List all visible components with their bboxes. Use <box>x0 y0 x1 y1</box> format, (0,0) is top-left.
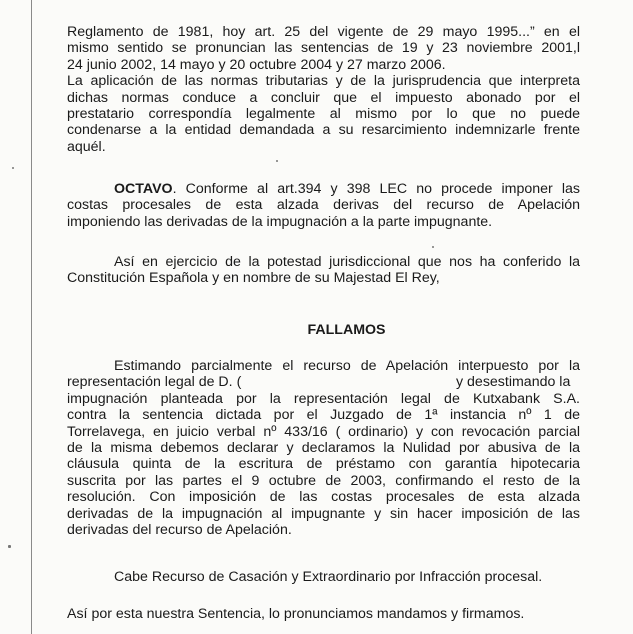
text-line: contra la sentencia dictada por el Juzgado de 1ª instancia nº 1 de <box>67 407 580 424</box>
text-line: derivadas del recurso de Apelación. <box>67 522 292 539</box>
text-line: 24 junio 2002, 14 mayo y 20 octubre 2004 y 27 marzo 2006. <box>67 56 446 73</box>
page-margin-line <box>31 0 32 634</box>
text-line <box>67 181 580 197</box>
text-line: costas procesales de esta alzada derivas del recurso de Apelación <box>67 197 580 214</box>
heading-fallamos: FALLAMOS <box>307 322 386 338</box>
text-line: Estimando parcialmente el recurso de Apelación interpuesto por la <box>114 358 580 374</box>
text-line: Así en ejercicio de la potestad jurisdiccional que nos ha conferido la <box>114 254 580 270</box>
paragraph-recurso <box>67 569 580 585</box>
scan-speckle <box>276 160 278 162</box>
text-line: prestatario correspondía legalmente al mismo por lo que no puede <box>67 106 580 123</box>
text-line: de la misma debemos declarar y declaramos la Nulidad por abusiva de la <box>67 440 580 457</box>
text-fragment: y desestimando la <box>456 374 571 391</box>
text-line <box>67 374 580 390</box>
text-line: derivadas de la impugnación al impugnante y sin hacer imposición de las <box>67 505 580 522</box>
paragraph-octavo <box>67 181 580 230</box>
text-line: mismo sentido se pronuncian las sentencias de 19 y 23 noviembre 2001,l <box>67 40 580 57</box>
text-fragment: . Conforme al art.394 y 398 LEC no procede imponer las <box>172 181 580 197</box>
text-line: suscrita por las partes el 9 octubre de 2003, confirmando el resto de la <box>67 472 580 489</box>
text-line: cláusula quinta de la escritura de préstamo con garantía hipotecaria <box>67 456 580 473</box>
paragraph-firma <box>67 606 580 622</box>
scan-speckle <box>12 167 14 169</box>
text-line: Cabe Recurso de Casación y Extraordinario por Infracción procesal. <box>114 569 543 585</box>
text-line: imponiendo las derivadas de la impugnación a la parte impugnante. <box>67 213 493 230</box>
text-line: Constitución Española y en nombre de su Majestad El Rey, <box>67 270 440 287</box>
paragraph-potestad <box>67 254 580 287</box>
text-line: La aplicación de las normas tributarias y de la jurisprudencia que interpreta <box>67 73 580 90</box>
scan-speckle <box>432 246 434 248</box>
text-line: Así por esta nuestra Sentencia, lo pronunciamos mandamos y firmamos. <box>67 606 525 622</box>
text-line: dichas normas conduce a concluir que el impuesto abonado por el <box>67 89 580 106</box>
section-label-octavo: OCTAVO <box>114 181 173 197</box>
text-line: aquél. <box>67 138 106 155</box>
paragraph-fallo <box>67 358 580 538</box>
text-fragment: representación legal de D. ( <box>67 374 242 391</box>
text-line: resolución. Con imposición de las costas procesales de esta alzada <box>67 489 580 506</box>
text-line: impugnación planteada por la representación legal de Kutxabank S.A. <box>67 390 580 407</box>
text-line: Torrelavega, en juicio verbal nº 433/16 ( ordinario) y con revocación parcial <box>67 423 580 440</box>
text-line: Reglamento de 1981, hoy art. 25 del vigente de 29 mayo 1995...” en el <box>67 24 580 40</box>
scan-speckle <box>8 545 11 548</box>
text-line: condenarse a la entidad demandada a su resarcimiento indemnizarle frente <box>67 122 580 139</box>
paragraph-tax-reasoning <box>67 24 580 155</box>
